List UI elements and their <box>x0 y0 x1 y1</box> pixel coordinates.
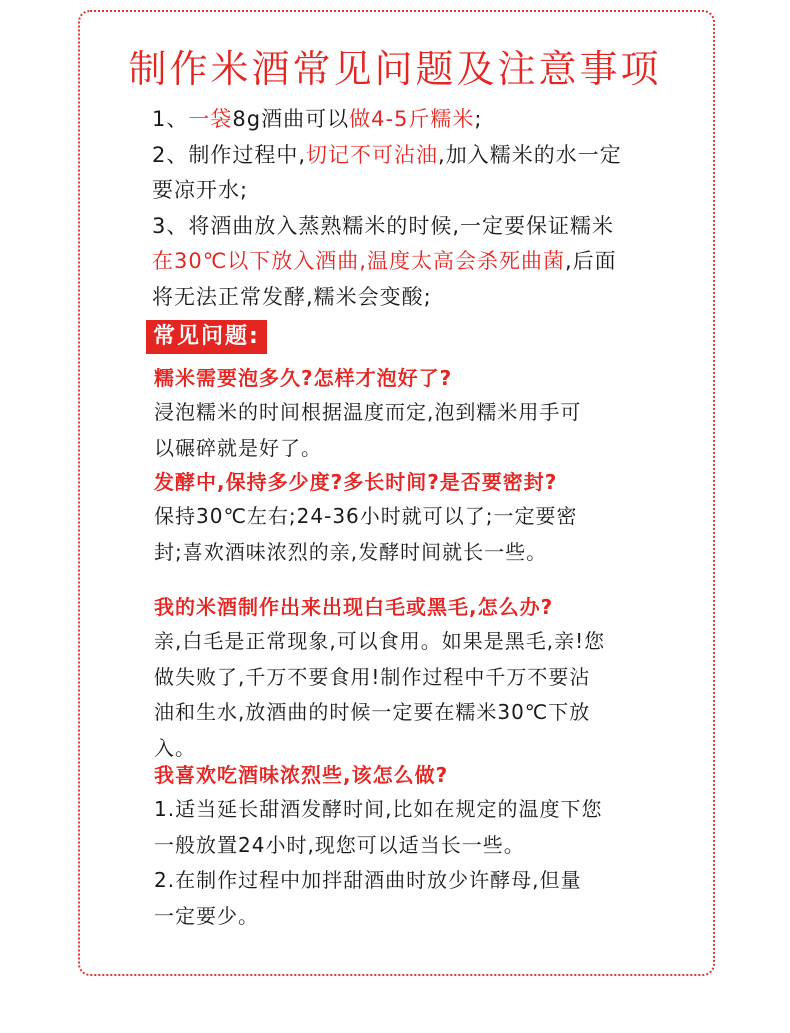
faq-answer-line: 油和生水,放酒曲的时候一定要在糯米30℃下放 <box>154 700 591 724</box>
faq-question: 我喜欢吃酒味浓烈些,该怎么做? <box>154 763 449 787</box>
faq-item-2 <box>154 465 674 570</box>
faq-question: 我的米酒制作出来出现白毛或黑毛,怎么办? <box>154 595 554 619</box>
page-title: 制作米酒常见问题及注意事项 <box>128 47 662 91</box>
faq-answer-line: 封;喜欢酒味浓烈的亲,发酵时间就长一些。 <box>154 539 548 564</box>
faq-badge: 常见问题: <box>146 320 267 354</box>
intro-line-3: 要凉开水; <box>152 178 249 202</box>
faq-answer-line: 浸泡糯米的时间根据温度而定,泡到糯米用手可 <box>154 400 582 424</box>
faq-item-1 <box>154 361 674 466</box>
faq-question: 糯米需要泡多久?怎样才泡好了? <box>154 366 453 390</box>
intro-line-6: 将无法正常发酵,糯米会变酸; <box>152 284 432 309</box>
faq-answer-line: 一定要少。 <box>154 903 259 928</box>
faq-item-3 <box>154 590 674 766</box>
faq-answer-line: 一般放置24小时,现您可以适当长一些。 <box>154 832 525 857</box>
faq-answer-line: 入。 <box>154 735 196 760</box>
faq-answer-line: 以碾碎就是好了。 <box>154 435 322 460</box>
faq-question: 发酵中,保持多少度?多长时间?是否要密封? <box>154 470 558 494</box>
intro-notes <box>152 102 672 315</box>
faq-answer-line: 保持30℃左右;24-36小时就可以了;一定要密 <box>154 504 578 528</box>
intro-line-1: 1、一袋8g酒曲可以做4-5斤糯米; <box>152 107 483 131</box>
faq-answer-line: 亲,白毛是正常现象,可以食用。如果是黑毛,亲!您 <box>154 629 606 653</box>
faq-item-4 <box>154 758 674 934</box>
faq-answer-line: 做失败了,千万不要食用!制作过程中千万不要沾 <box>154 664 591 689</box>
faq-answer-line: 1.适当延长甜酒发酵时间,比如在规定的温度下您 <box>154 797 603 821</box>
intro-line-4: 3、将酒曲放入蒸熟糯米的时候,一定要保证糯米 <box>152 213 615 238</box>
intro-line-5: 在30℃以下放入酒曲,温度太高会杀死曲菌,后面 <box>152 249 617 273</box>
faq-answer-line: 2.在制作过程中加拌甜酒曲时放少许酵母,但量 <box>154 868 582 892</box>
intro-line-2: 2、制作过程中,切记不可沾油,加入糯米的水一定 <box>152 142 622 167</box>
